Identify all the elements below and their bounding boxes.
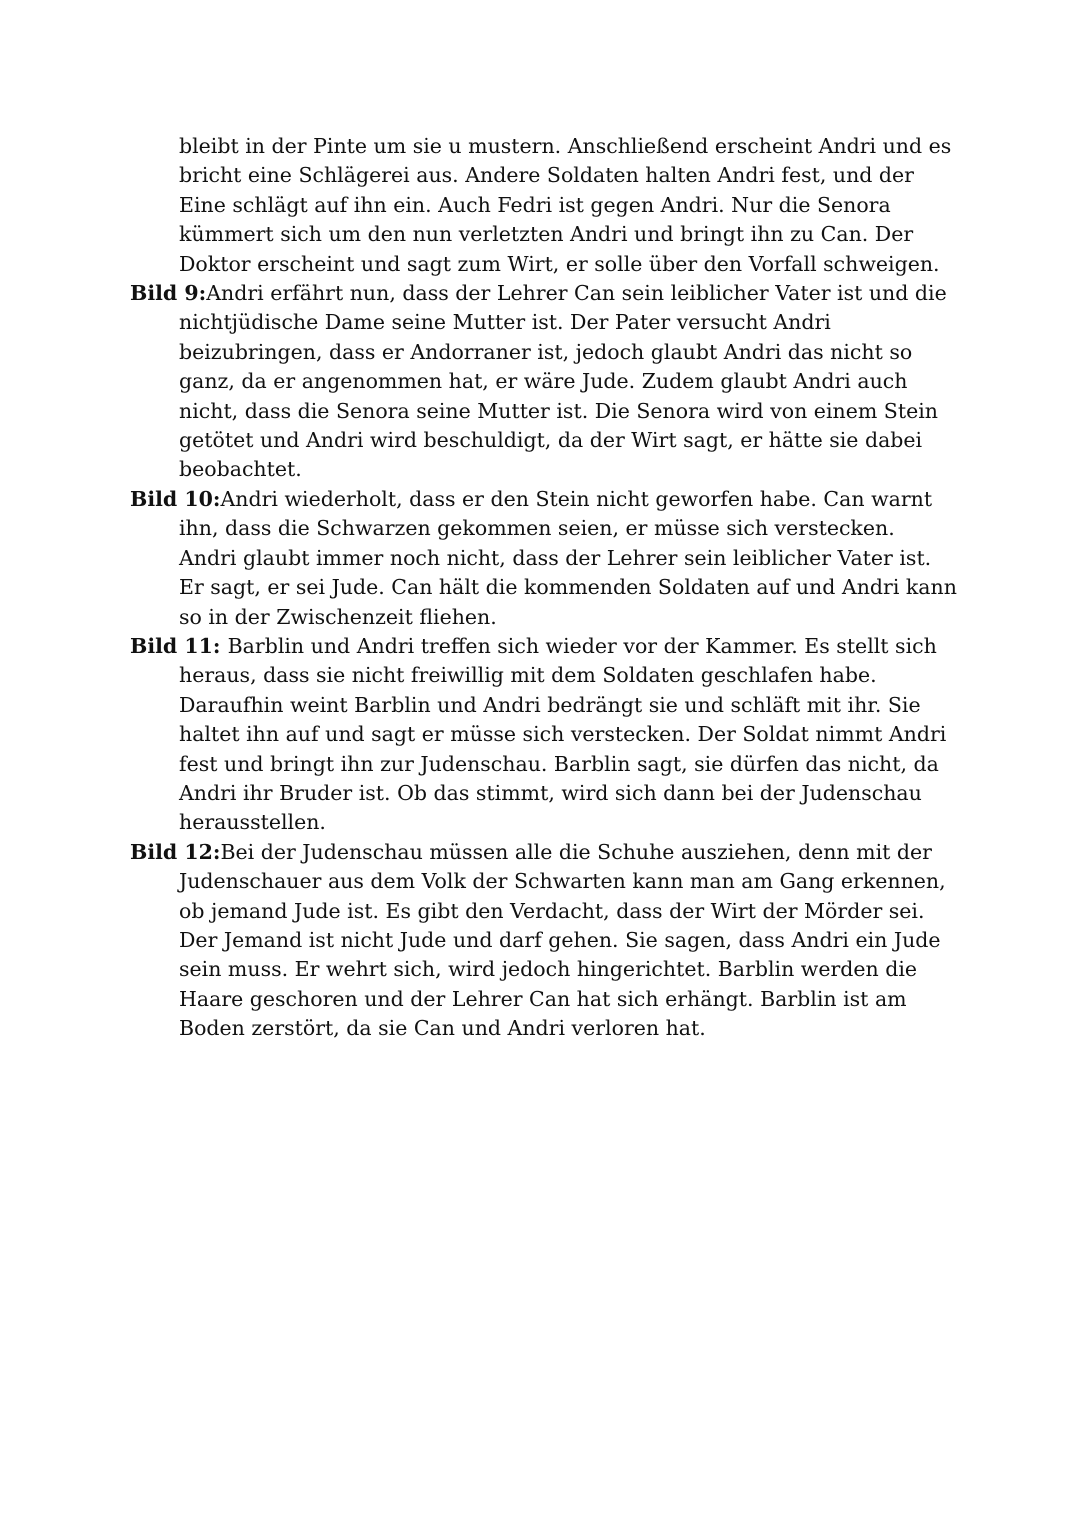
text-line: Daraufhin weint Barblin und Andri bedrängt sie und schläft mit ihr. Sie (179, 692, 921, 717)
text-line: beobachtet. (179, 457, 302, 482)
paragraph-bild-9 (130, 279, 960, 485)
text-line: Der Jemand ist nicht Jude und darf gehen. Sie sagen, dass Andri ein Jude (179, 927, 941, 952)
paragraph-intro (130, 132, 960, 279)
text-line-content: Barblin und Andri treffen sich wieder vor der Kammer. Es stellt sich (227, 633, 937, 658)
scene-label: Bild 11: (130, 633, 228, 658)
text-line: ganz, da er angenommen hat, er wäre Jude. Zudem glaubt Andri auch (179, 369, 908, 394)
text-line-content: Andri wiederholt, dass er den Stein nicht geworfen habe. Can warnt (220, 486, 933, 511)
text-line: sein muss. Er wehrt sich, wird jedoch hingerichtet. Barblin werden die (179, 957, 918, 982)
text-line: haltet ihn auf und sagt er müsse sich verstecken. Der Soldat nimmt Andri (179, 722, 947, 747)
text-line: so in der Zwischenzeit fliehen. (179, 604, 497, 629)
scene-label: Bild 12: (130, 839, 221, 864)
text-line (130, 485, 960, 514)
scene-label: Bild 9: (130, 281, 207, 306)
text-line: heraus, dass sie nicht freiwillig mit dem Soldaten geschlafen habe. (179, 663, 877, 688)
text-line: Andri glaubt immer noch nicht, dass der Lehrer sein leiblicher Vater ist. (179, 545, 932, 570)
text-line: Judenschauer aus dem Volk der Schwarten kann man am Gang erkennen, (179, 869, 946, 894)
text-line-content: Andri erfährt nun, dass der Lehrer Can sein leiblicher Vater ist und die (206, 281, 947, 306)
paragraph-bild-12 (130, 838, 960, 1044)
paragraph-bild-11 (130, 632, 960, 838)
text-line: bricht eine Schlägerei aus. Andere Soldaten halten Andri fest, und der (179, 163, 914, 188)
text-line: fest und bringt ihn zur Judenschau. Barblin sagt, sie dürfen das nicht, da (179, 751, 939, 776)
text-line-content: Bei der Judenschau müssen alle die Schuhe ausziehen, denn mit der (220, 839, 932, 864)
text-line: nichtjüdische Dame seine Mutter ist. Der Pater versucht Andri (179, 310, 831, 335)
text-line: getötet und Andri wird beschuldigt, da der Wirt sagt, er hätte sie dabei (179, 428, 923, 453)
text-line: Haare geschoren und der Lehrer Can hat sich erhängt. Barblin ist am (179, 986, 907, 1011)
text-line: Eine schlägt auf ihn ein. Auch Fedri ist gegen Andri. Nur die Senora (179, 192, 891, 217)
text-line: herausstellen. (179, 810, 326, 835)
text-line: Andri ihr Bruder ist. Ob das stimmt, wird sich dann bei der Judenschau (179, 780, 922, 805)
text-line (130, 279, 960, 308)
text-line: kümmert sich um den nun verletzten Andri und bringt ihn zu Can. Der (179, 222, 914, 247)
paragraph-bild-10 (130, 485, 960, 632)
document-page (130, 132, 960, 1044)
text-line: bleibt in der Pinte um sie u mustern. Anschließend erscheint Andri und es (179, 134, 952, 158)
text-line: Boden zerstört, da sie Can und Andri verloren hat. (179, 1016, 706, 1041)
text-line: ob jemand Jude ist. Es gibt den Verdacht, dass der Wirt der Mörder sei. (179, 898, 925, 923)
text-line (130, 838, 960, 867)
text-line: nicht, dass die Senora seine Mutter ist. Die Senora wird von einem Stein (179, 398, 938, 423)
text-line: Doktor erscheint und sagt zum Wirt, er solle über den Vorfall schweigen. (179, 251, 940, 276)
text-line: beizubringen, dass er Andorraner ist, jedoch glaubt Andri das nicht so (179, 339, 913, 364)
text-line (130, 632, 960, 661)
text-line: Er sagt, er sei Jude. Can hält die kommenden Soldaten auf und Andri kann (179, 575, 957, 600)
scene-label: Bild 10: (130, 486, 221, 511)
text-line: ihn, dass die Schwarzen gekommen seien, er müsse sich verstecken. (179, 516, 895, 541)
